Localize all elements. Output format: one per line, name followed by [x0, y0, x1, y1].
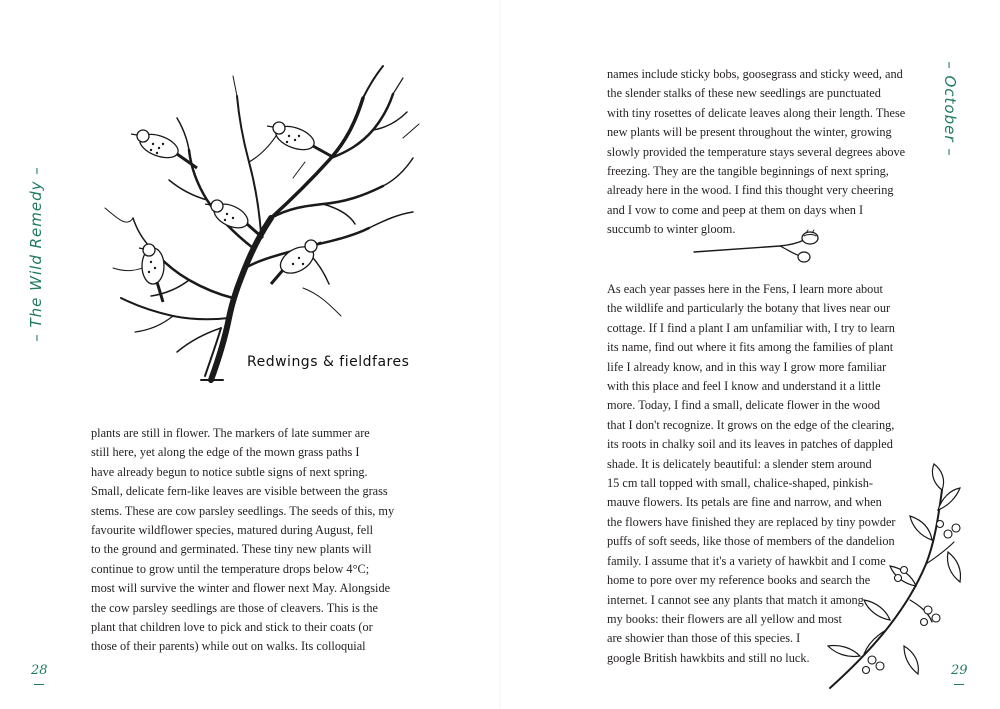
text-line: its name, find out where it fits among the families of plant — [607, 340, 894, 355]
text-line: mauve flowers. Its petals are fine and narrow, and when — [607, 495, 882, 510]
text-line: names include sticky bobs, goosegrass and sticky weed, and — [607, 67, 903, 81]
running-head-left: – The Wild Remedy – — [27, 166, 45, 342]
folio-mark-left — [34, 684, 44, 685]
seed-stem-illustration — [690, 228, 830, 268]
text-line: family. I assume that it's a variety of hawkbit and I come — [607, 553, 886, 568]
text-line: to the ground and germinated. These tiny new plants will — [91, 542, 372, 557]
text-line: with this place and feel I know and understand it a little — [607, 379, 881, 394]
text-line: those of their parents) while out on walks. Its colloquial — [91, 639, 366, 654]
text-line: my books: their flowers are all yellow and most — [607, 611, 842, 626]
text-line: still here, yet along the edge of the mown grass paths I — [91, 445, 360, 460]
text-line: most will survive the winter and flower next May. Alongside — [91, 581, 391, 596]
bird-4 — [139, 244, 164, 302]
text-line: freezing. They are the tangible beginnings of next spring, — [607, 164, 889, 179]
text-line: google British hawkbits and still no luck. — [607, 650, 810, 665]
left-body-text — [91, 424, 394, 657]
text-line: Small, delicate fern-like leaves are visible between the grass — [91, 484, 388, 499]
text-line: plants are still in flower. The markers of late summer are — [91, 426, 370, 440]
text-line: shade. It is delicately beautiful: a slender stem around — [607, 456, 872, 471]
text-line: home to pore over my reference books and search the — [607, 573, 871, 588]
text-line: already here in the wood. I find this thought very cheering — [607, 183, 894, 198]
page-number-left: 28 — [31, 663, 48, 678]
text-line: and I vow to come and peep at them on days when I — [607, 202, 864, 217]
text-line: succumb to winter gloom. — [607, 222, 736, 237]
bird-1 — [131, 130, 197, 168]
text-line: the flowers have finished they are replaced by tiny powder — [607, 514, 896, 529]
bird-2 — [267, 122, 331, 156]
text-line: the slender stalks of these new seedlings are punctuated — [607, 86, 881, 101]
text-line: favourite wildflower species, matured during August, fell — [91, 523, 374, 538]
illustration-caption: Redwings & fieldfares — [247, 354, 410, 370]
right-body-text-top — [607, 65, 905, 240]
text-line: internet. I cannot see any plants that match it among — [607, 592, 864, 607]
text-line: its roots in chalky soil and its leaves in patches of dappled — [607, 437, 893, 452]
text-line: have already begun to notice subtle signs of next spring. — [91, 464, 368, 479]
tree-with-birds-illustration — [93, 58, 443, 388]
text-line: continue to grow until the temperature drops below 4°C; — [91, 561, 370, 576]
folio-mark-right — [954, 684, 964, 685]
berry-branch-illustration — [820, 460, 970, 695]
text-line: stems. These are cow parsley seedlings. The seeds of this, my — [91, 503, 395, 518]
text-line: life I already know, and in this way I grow more familiar — [607, 359, 887, 374]
text-line: slowly provided the temperature stays several degrees above — [607, 144, 906, 159]
text-line: new plants will be present throughout the winter, growing — [607, 125, 892, 140]
text-line: the wildlife and particularly the botany that lives near our — [607, 301, 891, 316]
text-line: are showier than those of this species. I — [607, 631, 801, 646]
bird-5 — [271, 240, 321, 284]
text-line: puffs of soft seeds, like those of members of the dandelion — [607, 534, 895, 549]
running-head-right: – October – — [941, 61, 959, 157]
page-number-right: 29 — [951, 663, 968, 678]
text-line: 15 cm tall topped with small, chalice-shaped, pinkish- — [607, 476, 874, 491]
text-line: with tiny rosettes of delicate leaves along their length. These — [607, 105, 906, 120]
gutter — [499, 0, 501, 709]
text-line: more. Today, I find a small, delicate flower in the wood — [607, 398, 881, 413]
text-line: that I don't recognize. It grows on the edge of the clearing, — [607, 417, 895, 432]
text-line: As each year passes here in the Fens, I learn more about — [607, 282, 883, 296]
text-line: cottage. If I find a plant I am unfamiliar with, I try to learn — [607, 320, 895, 335]
text-line: the cow parsley seedlings are those of cleavers. This is the — [91, 600, 378, 615]
text-line: plant that children love to pick and stick to their coats (or — [91, 620, 373, 635]
